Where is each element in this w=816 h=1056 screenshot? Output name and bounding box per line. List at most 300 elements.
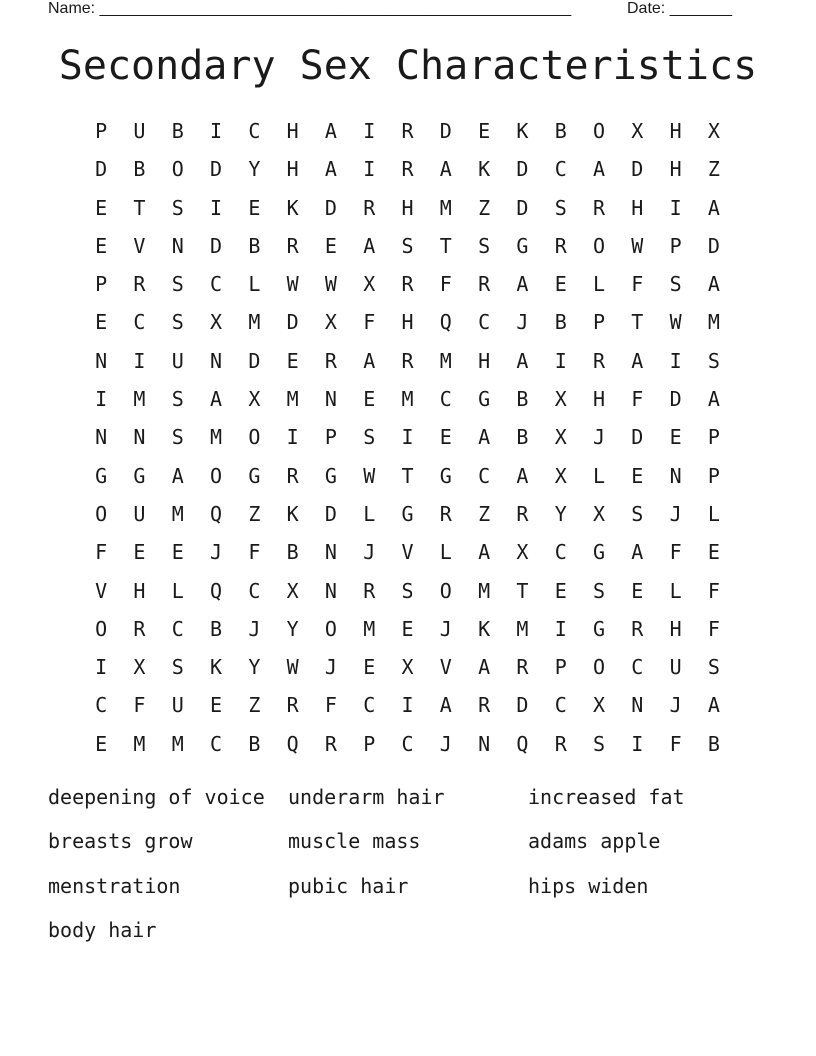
grid-letter: X <box>401 655 414 680</box>
grid-letter: M <box>248 310 261 335</box>
grid-letter: I <box>669 195 682 220</box>
grid-letter: H <box>592 387 606 412</box>
word-search-grid <box>82 112 733 763</box>
grid-letter: N <box>631 693 644 718</box>
grid-letter: O <box>324 616 337 641</box>
grid-letter: A <box>478 655 491 680</box>
grid-letter: A <box>631 348 644 373</box>
grid-letter: C <box>631 655 644 680</box>
grid-letter: R <box>133 616 146 641</box>
grid-letter: E <box>171 540 184 565</box>
grid-letter: R <box>516 655 529 680</box>
grid-letter: F <box>439 272 452 297</box>
grid-letter: T <box>631 310 644 335</box>
grid-letter: S <box>171 425 184 450</box>
grid-letter: Q <box>516 731 529 756</box>
grid-letter: A <box>631 540 644 565</box>
word-list-item: adams apple <box>528 829 661 854</box>
grid-letter: M <box>478 578 491 603</box>
grid-letter: I <box>95 387 108 412</box>
grid-letter: F <box>133 693 146 718</box>
grid-letter: O <box>248 425 261 450</box>
grid-letter: H <box>669 119 682 143</box>
word-list <box>48 778 768 955</box>
grid-letter: P <box>324 425 337 450</box>
grid-letter: O <box>95 616 108 641</box>
grid-letter: I <box>363 157 376 182</box>
word-list-item: body hair <box>48 917 157 942</box>
grid-letter: X <box>363 272 376 297</box>
grid-letter: D <box>324 501 337 526</box>
grid-letter: G <box>516 233 529 258</box>
grid-letter: J <box>210 540 223 565</box>
grid-letter: I <box>286 425 299 450</box>
grid-letter: A <box>592 157 606 182</box>
grid-letter: B <box>210 616 223 641</box>
grid-letter: E <box>554 578 567 603</box>
word-list-item: menstration <box>48 873 181 898</box>
grid-letter: A <box>324 157 337 182</box>
grid-letter: R <box>286 693 299 718</box>
grid-letter: P <box>669 233 682 258</box>
grid-letter: N <box>95 348 108 373</box>
grid-letter: I <box>210 119 223 143</box>
grid-letter: I <box>133 348 146 373</box>
grid-letter: X <box>554 387 567 412</box>
grid-letter: A <box>516 463 529 488</box>
grid-letter: C <box>248 119 261 143</box>
grid-letter: G <box>133 463 146 488</box>
grid-letter: C <box>554 693 567 718</box>
grid-letter: Z <box>478 501 491 526</box>
grid-letter: A <box>707 387 720 412</box>
grid-letter: R <box>554 233 567 258</box>
grid-letter: A <box>324 119 337 143</box>
grid-letter: O <box>592 119 606 143</box>
grid-letter: I <box>95 655 108 680</box>
grid-letter: I <box>210 195 223 220</box>
grid-letter: F <box>363 310 376 335</box>
grid-letter: B <box>554 310 567 335</box>
grid-letter: M <box>286 387 299 412</box>
grid-letter: K <box>210 655 223 680</box>
grid-letter: Z <box>478 195 491 220</box>
grid-letter: G <box>478 387 491 412</box>
grid-letter: S <box>401 578 414 603</box>
grid-letter: Z <box>707 157 720 182</box>
grid-letter: F <box>669 731 682 756</box>
grid-letter: W <box>669 310 682 335</box>
grid-letter: N <box>669 463 682 488</box>
word-list-item: hips widen <box>528 873 649 898</box>
grid-letter: Z <box>248 693 261 718</box>
grid-letter: E <box>95 233 108 258</box>
grid-letter: B <box>248 233 261 258</box>
grid-letter: M <box>439 195 452 220</box>
grid-letter: H <box>401 310 414 335</box>
grid-letter: X <box>516 540 529 565</box>
grid-letter: O <box>171 157 184 182</box>
grid-letter: G <box>401 501 414 526</box>
grid-letter: H <box>478 348 491 373</box>
grid-letter: N <box>324 387 337 412</box>
grid-letter: J <box>439 616 452 641</box>
grid-letter: M <box>707 310 720 335</box>
grid-letter: F <box>631 387 644 412</box>
grid-letter: P <box>95 119 108 143</box>
grid-letter: D <box>516 157 529 182</box>
grid-letter: T <box>439 233 452 258</box>
grid-letter: R <box>133 272 146 297</box>
grid-letter: P <box>554 655 567 680</box>
grid-letter: N <box>324 540 337 565</box>
grid-letter: V <box>95 578 108 603</box>
grid-letter: M <box>133 731 146 756</box>
grid-letter: A <box>171 463 184 488</box>
grid-letter: L <box>439 540 452 565</box>
grid-letter: A <box>707 272 720 297</box>
grid-letter: B <box>554 119 567 143</box>
grid-letter: C <box>439 387 452 412</box>
grid-letter: R <box>324 348 337 373</box>
grid-letter: E <box>554 272 567 297</box>
grid-letter: G <box>95 463 108 488</box>
grid-letter: J <box>324 655 337 680</box>
grid-letter: I <box>554 348 567 373</box>
grid-letter: P <box>592 310 606 335</box>
grid-letter: V <box>439 655 452 680</box>
grid-letter: C <box>554 157 567 182</box>
grid-letter: E <box>363 387 376 412</box>
grid-letter: X <box>248 387 261 412</box>
grid-letter: S <box>478 233 491 258</box>
grid-letter: E <box>324 233 337 258</box>
grid-letter: C <box>363 693 376 718</box>
grid-letter: V <box>133 233 146 258</box>
grid-letter: R <box>554 731 567 756</box>
grid-letter: J <box>669 693 682 718</box>
word-list-item: breasts grow <box>48 829 193 854</box>
grid-letter: X <box>554 425 567 450</box>
grid-letter: L <box>248 272 261 297</box>
grid-letter: J <box>248 616 261 641</box>
grid-letter: K <box>286 195 299 220</box>
grid-letter: X <box>592 693 606 718</box>
grid-letter: K <box>478 616 491 641</box>
grid-letter: P <box>707 425 720 450</box>
grid-letter: F <box>707 616 720 641</box>
grid-letter: R <box>363 578 376 603</box>
grid-letter: H <box>133 578 146 603</box>
grid-letter: I <box>631 731 644 756</box>
grid-letter: H <box>669 157 682 182</box>
grid-letter: W <box>631 233 644 258</box>
grid-letter: C <box>248 578 261 603</box>
grid-letter: D <box>516 195 529 220</box>
grid-letter: G <box>324 463 337 488</box>
grid-letter: A <box>707 693 720 718</box>
grid-letter: E <box>95 731 108 756</box>
grid-letter: J <box>516 310 529 335</box>
word-list-item: underarm hair <box>288 785 445 809</box>
grid-letter: X <box>210 310 223 335</box>
grid-letter: X <box>554 463 567 488</box>
grid-letter: E <box>439 425 452 450</box>
grid-letter: M <box>171 501 184 526</box>
grid-letter: N <box>324 578 337 603</box>
grid-letter: J <box>669 501 682 526</box>
grid-letter: G <box>592 616 606 641</box>
grid-letter: L <box>669 578 682 603</box>
grid-letter: E <box>363 655 376 680</box>
grid-letter: S <box>171 310 184 335</box>
grid-letter: N <box>95 425 108 450</box>
grid-letter: N <box>210 348 223 373</box>
grid-letter: H <box>669 616 682 641</box>
grid-letter: B <box>133 157 146 182</box>
grid-letter: R <box>592 348 606 373</box>
grid-letter: C <box>554 540 567 565</box>
grid-letter: Y <box>248 157 261 182</box>
grid-letter: H <box>631 195 644 220</box>
grid-letter: E <box>210 693 223 718</box>
grid-letter: M <box>401 387 414 412</box>
grid-letter: S <box>554 195 567 220</box>
grid-letter: R <box>286 233 299 258</box>
grid-letter: T <box>516 578 529 603</box>
grid-letter: F <box>324 693 337 718</box>
grid-letter: A <box>516 348 529 373</box>
grid-letter: Q <box>210 501 223 526</box>
grid-letter: O <box>592 233 606 258</box>
grid-letter: U <box>171 348 184 373</box>
grid-letter: S <box>592 578 606 603</box>
grid-letter: D <box>248 348 261 373</box>
grid-letter: M <box>516 616 529 641</box>
grid-letter: D <box>707 233 720 258</box>
grid-letter: C <box>210 272 223 297</box>
grid-letter: S <box>171 655 184 680</box>
grid-letter: L <box>707 501 720 526</box>
grid-letter: R <box>516 501 529 526</box>
grid-letter: Y <box>286 616 299 641</box>
grid-letter: B <box>707 731 720 756</box>
grid-letter: W <box>324 272 337 297</box>
grid-letter: N <box>478 731 491 756</box>
grid-letter: G <box>248 463 261 488</box>
grid-letter: O <box>210 463 223 488</box>
grid-letter: K <box>478 157 491 182</box>
grid-letter: C <box>478 310 491 335</box>
grid-letter: E <box>248 195 261 220</box>
grid-letter: A <box>439 693 452 718</box>
grid-letter: X <box>286 578 299 603</box>
grid-letter: A <box>516 272 529 297</box>
grid-letter: C <box>133 310 146 335</box>
grid-letter: Y <box>248 655 261 680</box>
grid-letter: Z <box>248 501 261 526</box>
grid-letter: S <box>171 387 184 412</box>
grid-letter: I <box>401 425 414 450</box>
name-field-label: Name: _____________________________________________________ <box>48 0 572 17</box>
grid-letter: C <box>210 731 223 756</box>
grid-letter: L <box>171 578 184 603</box>
grid-letter: X <box>592 501 606 526</box>
grid-letter: B <box>171 119 184 143</box>
grid-letter: R <box>631 616 644 641</box>
grid-letter: S <box>669 272 682 297</box>
grid-letter: B <box>516 387 529 412</box>
grid-letter: L <box>363 501 376 526</box>
grid-letter: U <box>133 119 146 143</box>
grid-letter: A <box>439 157 452 182</box>
grid-letter: N <box>171 233 184 258</box>
grid-letter: E <box>478 119 491 143</box>
grid-letter: C <box>171 616 184 641</box>
grid-letter: R <box>324 731 337 756</box>
word-list-item: pubic hair <box>288 873 409 898</box>
grid-letter: E <box>95 195 108 220</box>
grid-letter: Q <box>210 578 223 603</box>
grid-letter: B <box>286 540 299 565</box>
grid-letter: X <box>707 119 720 143</box>
grid-letter: S <box>707 348 720 373</box>
grid-letter: M <box>439 348 452 373</box>
grid-letter: S <box>171 272 184 297</box>
grid-letter: R <box>286 463 299 488</box>
grid-letter: U <box>669 655 682 680</box>
grid-letter: P <box>95 272 108 297</box>
grid-letter: B <box>516 425 529 450</box>
grid-letter: I <box>363 119 376 143</box>
grid-letter: F <box>95 540 108 565</box>
grid-letter: D <box>516 693 529 718</box>
grid-letter: E <box>631 578 644 603</box>
grid-letter: R <box>401 119 414 143</box>
grid-letter: B <box>248 731 261 756</box>
grid-letter: A <box>363 233 376 258</box>
word-list-item: muscle mass <box>288 829 421 854</box>
grid-letter: H <box>286 157 299 182</box>
grid-letter: P <box>707 463 720 488</box>
grid-letter: E <box>631 463 644 488</box>
grid-letter: S <box>631 501 644 526</box>
grid-letter: C <box>478 463 491 488</box>
grid-letter: D <box>631 425 644 450</box>
grid-letter: U <box>133 501 146 526</box>
word-list-item: deepening of voice <box>48 785 265 809</box>
grid-letter: P <box>363 731 376 756</box>
grid-letter: S <box>171 195 184 220</box>
grid-letter: F <box>631 272 644 297</box>
grid-letter: O <box>592 655 606 680</box>
grid-letter: M <box>210 425 223 450</box>
grid-letter: T <box>133 195 146 220</box>
grid-letter: R <box>478 272 491 297</box>
grid-letter: R <box>401 272 414 297</box>
grid-letter: E <box>95 310 108 335</box>
grid-letter: M <box>133 387 146 412</box>
grid-letter: E <box>133 540 146 565</box>
page-title: Secondary Sex Characteristics <box>58 43 758 89</box>
grid-letter: L <box>592 272 606 297</box>
grid-letter: D <box>95 157 108 182</box>
grid-letter: A <box>478 540 491 565</box>
grid-letter: A <box>210 387 223 412</box>
grid-letter: R <box>478 693 491 718</box>
grid-letter: J <box>363 540 376 565</box>
grid-letter: D <box>439 119 452 143</box>
grid-letter: G <box>439 463 452 488</box>
grid-letter: K <box>286 501 299 526</box>
grid-letter: H <box>401 195 414 220</box>
grid-letter: D <box>324 195 337 220</box>
grid-letter: X <box>631 119 644 143</box>
grid-letter: A <box>478 425 491 450</box>
date-field-label: Date: _______ <box>627 0 732 17</box>
grid-letter: E <box>707 540 720 565</box>
grid-letter: S <box>707 655 720 680</box>
grid-letter: D <box>286 310 299 335</box>
grid-letter: K <box>516 119 529 143</box>
grid-letter: D <box>669 387 682 412</box>
grid-letter: I <box>554 616 567 641</box>
grid-letter: J <box>439 731 452 756</box>
grid-letter: T <box>401 463 414 488</box>
grid-letter: C <box>401 731 414 756</box>
grid-letter: W <box>286 272 299 297</box>
grid-letter: F <box>707 578 720 603</box>
grid-letter: D <box>210 233 223 258</box>
grid-letter: F <box>248 540 261 565</box>
grid-letter: C <box>95 693 108 718</box>
grid-letter: D <box>210 157 223 182</box>
grid-letter: U <box>171 693 184 718</box>
grid-letter: A <box>707 195 720 220</box>
grid-letter: I <box>669 348 682 373</box>
grid-letter: E <box>401 616 414 641</box>
grid-letter: A <box>363 348 376 373</box>
grid-letter: W <box>363 463 376 488</box>
grid-letter: R <box>592 195 606 220</box>
grid-letter: O <box>439 578 452 603</box>
grid-letter: X <box>133 655 146 680</box>
grid-letter: Q <box>439 310 452 335</box>
grid-letter: V <box>401 540 414 565</box>
grid-letter: W <box>286 655 299 680</box>
grid-letter: X <box>324 310 337 335</box>
grid-letter: J <box>592 425 606 450</box>
grid-letter: R <box>439 501 452 526</box>
grid-letter: F <box>669 540 682 565</box>
grid-letter: O <box>95 501 108 526</box>
grid-letter: R <box>363 195 376 220</box>
grid-letter: S <box>401 233 414 258</box>
grid-letter: E <box>286 348 299 373</box>
grid-letter: G <box>592 540 606 565</box>
grid-letter: S <box>363 425 376 450</box>
grid-letter: D <box>631 157 644 182</box>
grid-letter: R <box>401 348 414 373</box>
grid-letter: L <box>592 463 606 488</box>
word-list-item: increased fat <box>528 785 685 809</box>
grid-letter: M <box>363 616 376 641</box>
grid-letter: N <box>133 425 146 450</box>
grid-letter: S <box>592 731 606 756</box>
grid-letter: I <box>401 693 414 718</box>
grid-letter: E <box>669 425 682 450</box>
grid-letter: Q <box>286 731 299 756</box>
